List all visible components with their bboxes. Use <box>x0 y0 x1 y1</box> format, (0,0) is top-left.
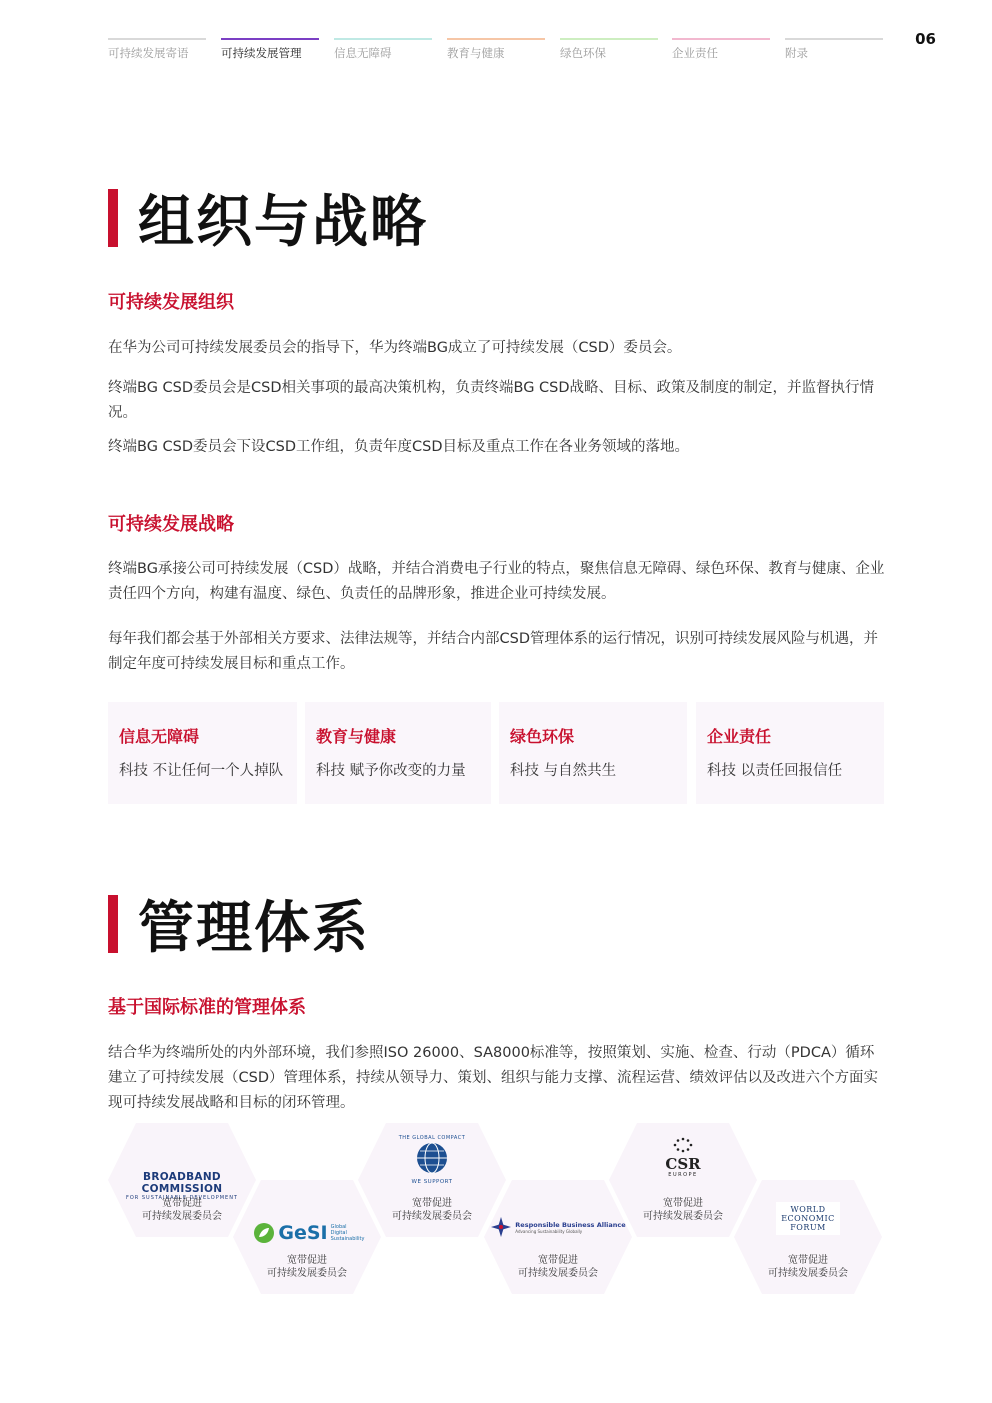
nav-item-label: 信息无障碍 <box>334 46 392 60</box>
section-title-text: 组织与战略 <box>138 190 428 255</box>
focus-card-green <box>499 702 687 804</box>
focus-cards <box>108 702 884 804</box>
membership-caption: 可持续发展委员会 <box>267 1268 347 1279</box>
card-subtitle: 科技 赋予你改变的力量 <box>316 763 466 779</box>
membership-caption: 可持续发展委员会 <box>392 1211 472 1222</box>
card-subtitle: 科技 以责任回报信任 <box>707 763 843 779</box>
nav-item-label: 绿色环保 <box>560 46 606 60</box>
title-accent-bar <box>108 189 118 247</box>
heading-csd-org: 可持续发展组织 <box>108 292 234 313</box>
broadband-commission-logo: BROADBAND COMMISSION FOR SUSTAINABLE DEVELOPMENT <box>126 1171 238 1201</box>
section-nav <box>108 38 884 62</box>
nav-item-label: 教育与健康 <box>447 46 505 60</box>
membership-caption: 可持续发展委员会 <box>768 1268 848 1279</box>
membership-wef <box>734 1180 882 1294</box>
nav-item-responsibility[interactable] <box>672 38 770 61</box>
title-accent-bar <box>108 895 118 953</box>
wef-logo: WORLD ECONOMIC FORUM <box>734 1202 882 1235</box>
paragraph: 终端BG CSD委员会下设CSD工作组，负责年度CSD目标及重点工作在各业务领域的落地。 <box>108 439 690 455</box>
card-title: 绿色环保 <box>510 727 575 746</box>
membership-caption: 可持续发展委员会 <box>643 1211 723 1222</box>
card-title: 企业责任 <box>707 727 772 746</box>
leaf-icon <box>253 1222 275 1244</box>
heading-csd-strategy: 可持续发展战略 <box>108 514 234 535</box>
nav-item-education[interactable] <box>447 38 545 61</box>
nav-item-message[interactable] <box>108 38 206 61</box>
membership-caption: 宽带促进 <box>538 1255 578 1266</box>
membership-caption: 可持续发展委员会 <box>518 1268 598 1279</box>
membership-caption: 宽带促进 <box>162 1198 202 1209</box>
membership-caption: 宽带促进 <box>412 1198 452 1209</box>
focus-card-accessibility <box>108 702 297 804</box>
nav-item-management[interactable] <box>221 38 319 61</box>
paragraph: 每年我们都会基于外部相关方要求、法律法规等，并结合内部CSD管理体系的运行情况，识别可持续发展风险与机遇，并制定年度可持续发展目标和重点工作。 <box>108 631 878 672</box>
section-title-management-system <box>108 884 370 964</box>
stars-icon <box>668 1137 698 1153</box>
nav-item-green[interactable] <box>560 38 658 61</box>
section-title-text: 管理体系 <box>138 896 370 961</box>
membership-caption: 宽带促进 <box>788 1255 828 1266</box>
membership-caption: 可持续发展委员会 <box>142 1211 222 1222</box>
globe-icon <box>415 1141 449 1175</box>
paragraph: 终端BG承接公司可持续发展（CSD）战略，并结合消费电子行业的特点，聚焦信息无障碍、绿色环保、教育与健康、企业责任四个方向，构建有温度、绿色、负责任的品牌形象，推进企业可持续发展。 <box>108 561 885 602</box>
focus-card-education <box>305 702 491 804</box>
membership-caption: 宽带促进 <box>287 1255 327 1266</box>
nav-item-label: 可持续发展寄语 <box>108 46 189 60</box>
paragraph: 结合华为终端所处的内外部环境，我们参照ISO 26000、SA8000标准等，按照策划、实施、检查、行动（PDCA）循环建立了可持续发展（CSD）管理体系，持续从领导力、策划、组织与能力支撑、流程运营、绩效评估以及改进六个方面实现可持续发展战略和目标的闭环管理。 <box>108 1045 878 1111</box>
heading-intl-standards: 基于国际标准的管理体系 <box>108 997 306 1018</box>
section-title-org-strategy <box>108 178 428 258</box>
paragraph: 终端BG CSD委员会是CSD相关事项的最高决策机构，负责终端BG CSD战略、目标、政策及制度的制定，并监督执行情况。 <box>108 380 875 421</box>
card-title: 信息无障碍 <box>119 727 200 746</box>
nav-item-label: 附录 <box>785 46 808 60</box>
nav-item-label: 企业责任 <box>672 46 718 60</box>
page-number: 06 <box>915 30 936 48</box>
nav-item-accessibility[interactable] <box>334 38 432 61</box>
nav-item-label: 可持续发展管理 <box>221 46 302 60</box>
compass-icon <box>490 1216 512 1238</box>
global-compact-logo: THE GLOBAL COMPACT WE SUPPORT <box>398 1135 466 1185</box>
nav-item-appendix[interactable] <box>785 38 883 61</box>
paragraph: 在华为公司可持续发展委员会的指导下，华为终端BG成立了可持续发展（CSD）委员会。 <box>108 340 682 356</box>
rba-logo: Responsible Business Alliance Advancing Sustainability Globally <box>484 1216 632 1238</box>
card-title: 教育与健康 <box>316 727 397 746</box>
card-subtitle: 科技 与自然共生 <box>510 763 617 779</box>
gesi-logo: GeSI Global Digital Sustainability <box>233 1222 381 1244</box>
card-subtitle: 科技 不让任何一个人掉队 <box>119 763 284 779</box>
focus-card-responsibility <box>696 702 884 804</box>
membership-caption: 宽带促进 <box>663 1198 703 1209</box>
csr-europe-logo: CSR EUROPE <box>609 1137 757 1178</box>
